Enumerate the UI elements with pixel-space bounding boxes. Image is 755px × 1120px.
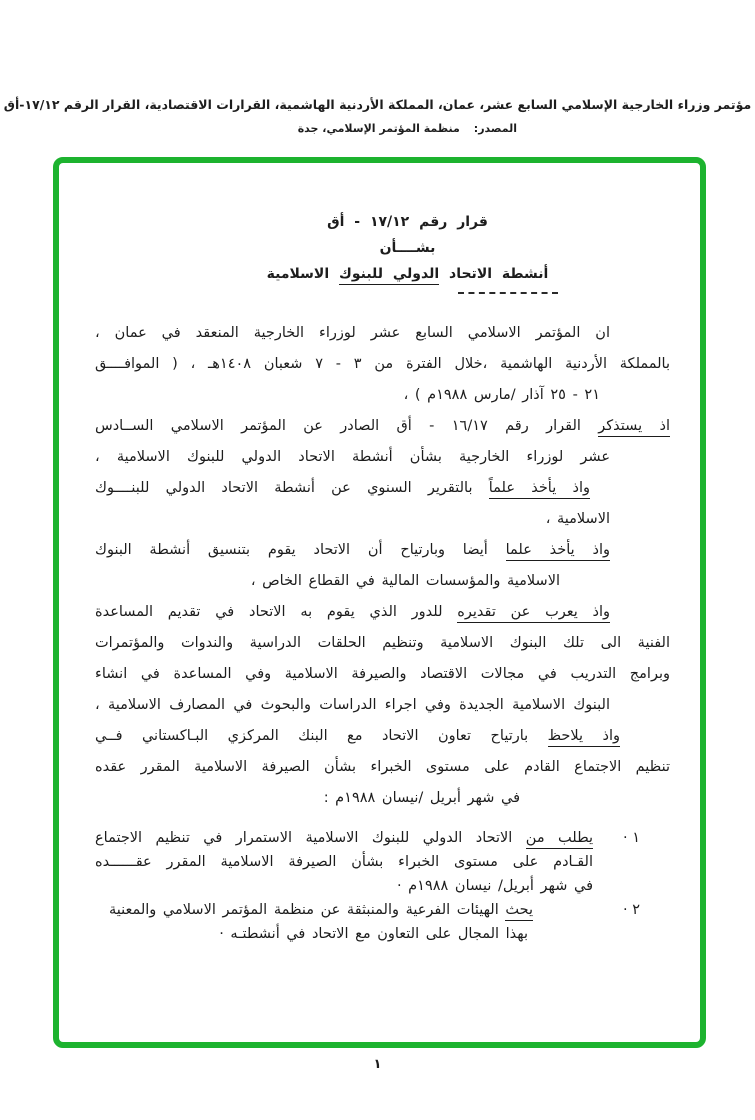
underlined-phrase: يطلب من [526, 830, 593, 849]
text-line: في شهر أبريل /نيسان ١٩٨٨م : [323, 790, 520, 806]
underlined-phrase: واذ يعرب عن تقديره [457, 604, 610, 623]
text-line: يحث الهيئات الفرعية والمنبثقة عن منظمة المؤتمر الاسلامي والمعنية [95, 898, 593, 922]
text-line: بالمملكة الأردنية الهاشمية ،خلال الفترة من ٣ - ٧ شعبان ١٤٠٨هـ ، ( الموافــــق [95, 356, 671, 372]
title-underlined-text: الدولي للبنوك [339, 266, 439, 285]
text-line: يطلب من الاتحاد الدولي للبنوك الاسلامية الاستمرار في تنظيم الاجتماع [95, 826, 593, 850]
item-number: ٢ · [622, 902, 640, 918]
text-line: وبرامج التدريب في مجالات الاقتصاد والصيرفة الاسلامية وفي المساعدة في انشاء [95, 666, 670, 682]
text-line: واذ يأخذ علماً بالتقرير السنوي عن أنشطة الاتحاد الدولي للبنــــوك [95, 473, 670, 504]
item-text [95, 898, 593, 946]
source-line [0, 122, 755, 135]
text-line: الاسلامية ، [545, 511, 610, 527]
paragraph [95, 411, 670, 473]
item-text [95, 826, 593, 898]
source-label: المصدر: [473, 122, 517, 135]
paragraph [95, 473, 670, 535]
text-line: بهذا المجال على التعاون مع الاتحاد في أنشطتـه · [219, 926, 528, 942]
text-line: ٢١ - ٢٥ آذار /مارس ١٩٨٨م ) ، [403, 387, 600, 403]
paragraph [95, 318, 670, 411]
source-value: منظمة المؤتمر الإسلامي، جدة [297, 122, 460, 135]
numbered-item [95, 898, 670, 946]
underlined-phrase: واذ يأخذ علماً [489, 480, 590, 499]
underlined-phrase: اذ يستذكر [598, 418, 670, 437]
document-paragraphs [95, 318, 670, 814]
text-line: الفنية الى تلك البنوك الاسلامية وتنظيم الحلقات الدراسية والندوات والمؤتمرات [95, 635, 670, 651]
citation-header: مؤتمر وزراء الخارجية الإسلامي السابع عشر، عمان، المملكة الأردنية الهاشمية، القرارات الاقتصادية، القرار الرقم ١٧/١٢-أق [3, 97, 752, 112]
paragraph [95, 721, 670, 814]
paragraph [95, 597, 670, 721]
doc-title-line2: بشــــأن [379, 240, 436, 256]
text-line: الاسلامية والمؤسسات المالية في القطاع الخاص ، [250, 573, 560, 589]
document-scan [59, 163, 700, 946]
numbered-item [95, 826, 670, 898]
text-line: عشر لوزراء الخارجية بشأن أنشطة الاتحاد الدولي للبنوك الاسلامية ، [95, 449, 610, 465]
page-number: ١ [373, 1057, 382, 1072]
item-number: ١ · [622, 830, 640, 846]
underlined-phrase: واذ يلاحظ [548, 728, 620, 747]
text-line: البنوك الاسلامية الجديدة وفي اجراء الدراسات والبحوث في المصارف الاسلامية ، [95, 697, 610, 713]
text-line: واذ يأخذ علما أيضا وبارتياح أن الاتحاد يقوم بتنسيق أنشطة البنوك [95, 535, 670, 566]
text-line: واذ يلاحظ بارتياح تعاون الاتحاد مع البنك المركزي البـاكستاني فــي [95, 721, 670, 752]
title-text: أنشطة الاتحاد [439, 266, 549, 282]
text-line: ان المؤتمر الاسلامي السابع عشر لوزراء الخارجية المنعقد في عمان ، [95, 325, 610, 341]
text-line: القـادم على مستوى الخبراء بشأن الصيرفة الاسلامية المقرر عقــــــده [95, 854, 593, 870]
text-line: تنظيم الاجتماع القادم على مستوى الخبراء بشأن الصيرفة الاسلامية المقرر عقده [95, 759, 670, 775]
text-line: اذ يستذكر القرار رقم ١٦/١٧ - أق الصادر عن المؤتمر الاسلامي الســادس [95, 411, 670, 442]
document-title [120, 209, 695, 287]
document-items [95, 826, 670, 946]
doc-title-line1: قرار رقم ١٧/١٢ - أق [327, 214, 488, 230]
document-scan-frame [53, 157, 706, 1048]
doc-title-line3 [120, 261, 695, 287]
title-dashed-underline [458, 292, 558, 294]
underlined-phrase: واذ يأخذ علما [506, 542, 610, 561]
title-text: الاسلامية [266, 266, 339, 282]
text-line: في شهر أبريل/ نيسان ١٩٨٨م · [396, 878, 593, 894]
paragraph [95, 535, 670, 597]
underlined-phrase: يحث [505, 902, 533, 921]
text-line: واذ يعرب عن تقديره للدور الذي يقوم به الاتحاد في تقديم المساعدة [95, 597, 670, 628]
